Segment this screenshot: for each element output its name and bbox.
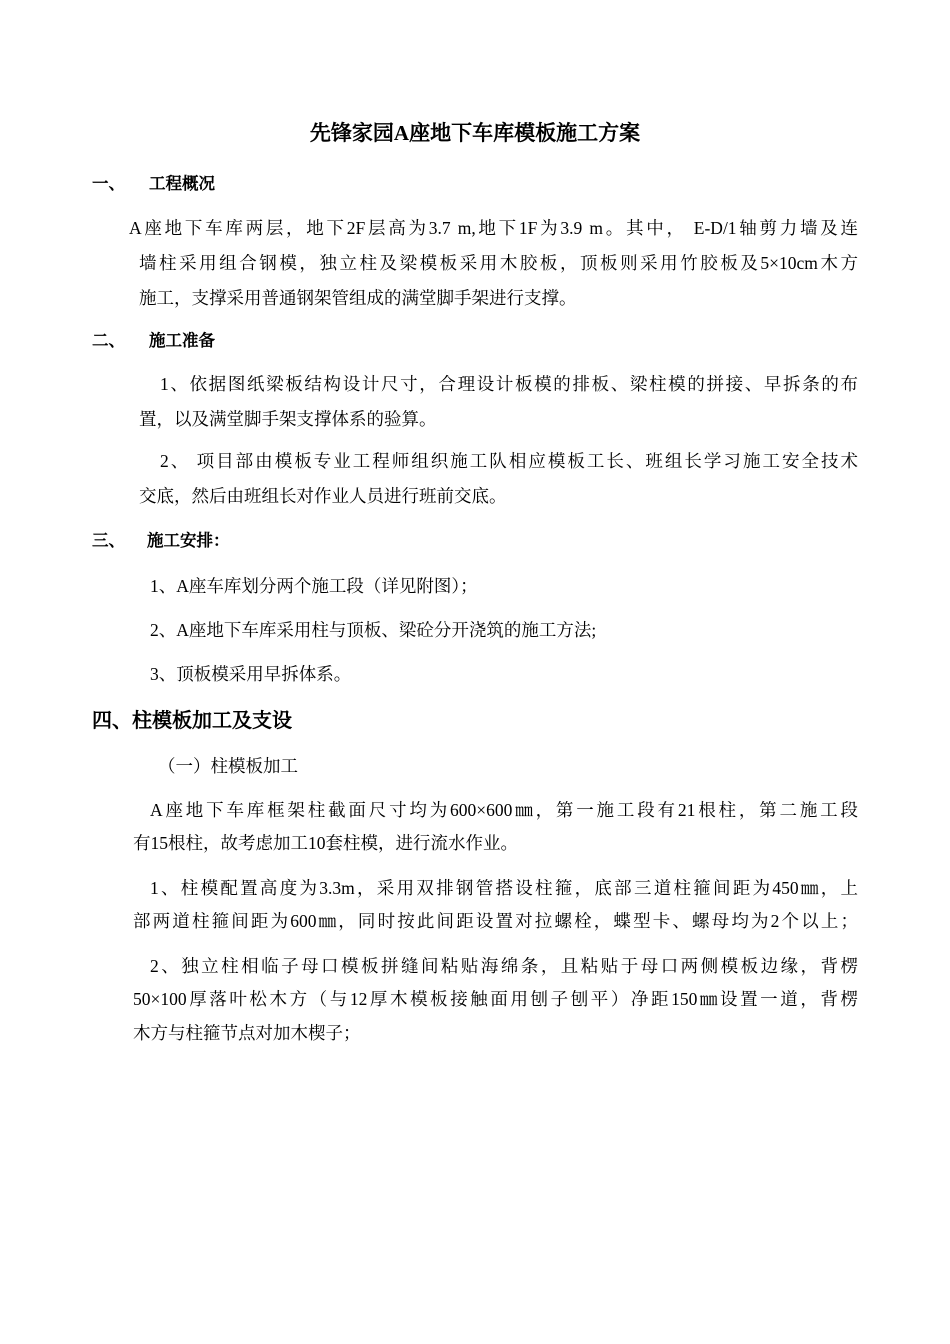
subsection-heading: （一）柱模板加工 xyxy=(158,756,298,776)
paragraph-line: 置，以及满堂脚手架支撑体系的验算。 xyxy=(139,409,437,429)
section-title-3: 施工安排： xyxy=(147,531,230,550)
paragraph-line: A座地下车库框架柱截面尺寸均为600×600㎜，第一施工段有21根柱，第二施工段 xyxy=(150,800,858,820)
paragraph-line: 交底，然后由班组长对作业人员进行班前交底。 xyxy=(139,486,507,506)
section-number-1: 一、 xyxy=(92,174,125,193)
paragraph-line: 部两道柱箍间距为600㎜，同时按此间距设置对拉螺栓，蝶型卡、螺母均为2个以上； xyxy=(133,911,858,931)
section-heading-1 xyxy=(92,173,392,195)
section-heading-4: 四、柱模板加工及支设 xyxy=(92,710,292,732)
paragraph-line: 施工，支撑采用普通钢架管组成的满堂脚手架进行支撑。 xyxy=(139,288,577,308)
section-heading-3 xyxy=(92,530,392,552)
section-title-2: 施工准备 xyxy=(149,331,215,350)
document-title: 先锋家园A座地下车库模板施工方案 xyxy=(309,121,641,145)
list-item: 3、顶板模采用早拆体系。 xyxy=(150,664,352,684)
section-heading-2 xyxy=(92,330,392,352)
paragraph-line: 2、 项目部由模板专业工程师组织施工队相应模板工长、班组长学习施工安全技术 xyxy=(160,451,858,471)
paragraph-line: 木方与柱箍节点对加木楔子； xyxy=(133,1023,361,1043)
paragraph-line: 墙柱采用组合钢模，独立柱及梁模板采用木胶板，顶板则采用竹胶板及5×10cm木方 xyxy=(139,253,858,273)
paragraph-line: 50×100厚落叶松木方（与12厚木模板接触面用刨子刨平）净距150㎜设置一道，背楞 xyxy=(133,989,858,1009)
paragraph-line: 1、依据图纸梁板结构设计尺寸，合理设计板模的排板、梁柱模的拼接、早拆条的布 xyxy=(160,374,858,394)
paragraph-line: 1、柱模配置高度为3.3m，采用双排钢管搭设柱箍，底部三道柱箍间距为450㎜，上 xyxy=(150,878,858,898)
list-item: 2、A座地下车库采用柱与顶板、梁砼分开浇筑的施工方法; xyxy=(150,620,597,640)
paragraph-line: A座地下车库两层，地下2F层高为3.7 m,地下1F为3.9 m。其中， E-D/1轴剪力墙及连 xyxy=(129,218,858,238)
list-item: 1、A座车库划分两个施工段（详见附图）； xyxy=(150,576,478,596)
section-number-3: 三、 xyxy=(92,531,125,550)
section-number-2: 二、 xyxy=(92,331,125,350)
section-title-1: 工程概况 xyxy=(149,174,215,193)
paragraph-line: 2、独立柱相临子母口模板拼缝间粘贴海绵条，且粘贴于母口两侧模板边缘，背楞 xyxy=(150,956,858,976)
paragraph-line: 有15根柱，故考虑加工10套柱模，进行流水作业。 xyxy=(133,833,518,853)
